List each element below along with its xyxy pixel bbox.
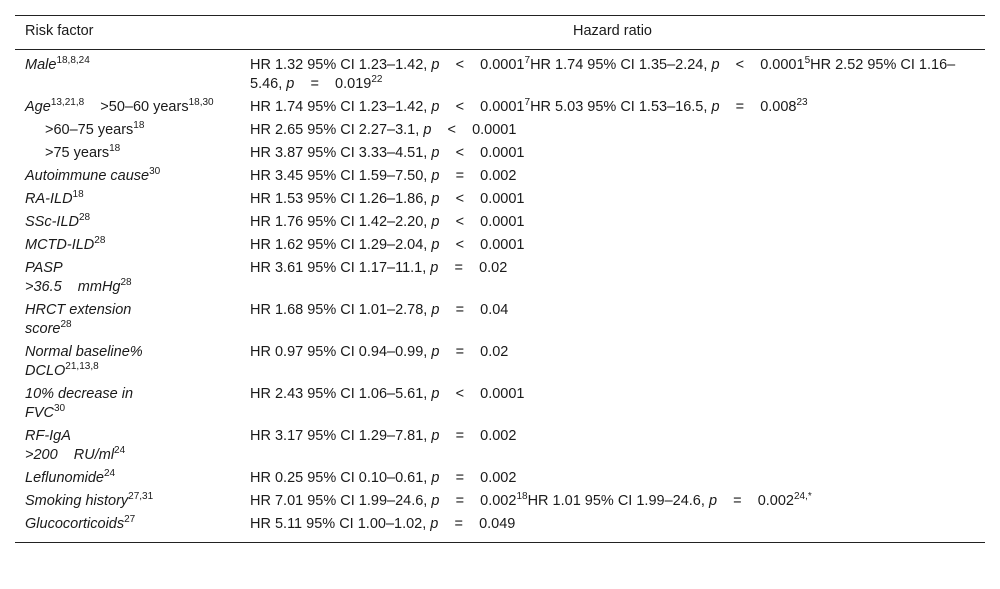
- reference-superscript: 22: [371, 74, 383, 86]
- text-run: < 0.0001: [431, 122, 517, 138]
- reference-superscript: 7: [524, 97, 531, 109]
- risk-factor-cell: [15, 97, 240, 120]
- text-run: = 0.04: [439, 302, 509, 318]
- text-run: >75 years: [45, 145, 110, 161]
- table-header: [15, 16, 985, 50]
- text-run: = 0.002: [439, 428, 517, 444]
- table-row: [15, 468, 985, 491]
- text-run: HR 3.61 95% CI 1.17–11.1,: [250, 260, 431, 276]
- risk-factor-cell: [15, 212, 240, 235]
- table-row: [15, 189, 985, 212]
- text-run: HR 5.03 95% CI 1.53–16.5,: [530, 99, 712, 115]
- text-run: < 0.0001: [439, 191, 525, 207]
- italic-text: DCLO: [25, 363, 66, 379]
- text-run: < 0.0001: [439, 237, 525, 253]
- italic-text: score: [25, 321, 61, 337]
- text-run: < 0.0001: [719, 57, 805, 73]
- text-run: HR 1.74 95% CI 1.35–2.24,: [530, 57, 712, 73]
- reference-superscript: 24: [114, 445, 126, 457]
- italic-text: SSc-ILD: [25, 214, 79, 230]
- table-row: [15, 166, 985, 189]
- text-run: = 0.019: [294, 76, 372, 92]
- header-hazard-ratio: Hazard ratio: [240, 16, 985, 50]
- risk-factor-cell: [15, 514, 240, 543]
- italic-text: p: [431, 428, 440, 444]
- reference-superscript: 27: [124, 514, 136, 526]
- italic-text: p: [431, 386, 440, 402]
- italic-text: p: [431, 237, 440, 253]
- hazard-ratio-cell: [240, 342, 985, 384]
- table-row: [15, 426, 985, 468]
- italic-text: p: [431, 99, 440, 115]
- hazard-ratio-cell: [240, 514, 985, 543]
- hazard-ratio-cell: [240, 189, 985, 212]
- table-row: [15, 120, 985, 143]
- table-row: [15, 235, 985, 258]
- reference-superscript: 13,21,8: [50, 97, 85, 109]
- text-run: = 0.002: [439, 168, 517, 184]
- text-run: HR 2.43 95% CI 1.06–5.61,: [250, 386, 432, 402]
- reference-superscript: 30: [54, 403, 66, 415]
- risk-factor-cell: [15, 189, 240, 212]
- italic-text: p: [431, 168, 440, 184]
- italic-text: FVC: [25, 405, 54, 421]
- reference-superscript: 18,8,24: [56, 55, 90, 67]
- reference-superscript: 23: [796, 97, 808, 109]
- text-run: HR 5.11 95% CI 1.00–1.02,: [250, 516, 431, 532]
- hazard-ratio-cell: [240, 468, 985, 491]
- reference-superscript: 21,13,8: [65, 361, 99, 373]
- italic-text: RA-ILD: [25, 191, 73, 207]
- table-row: [15, 384, 985, 426]
- table-row: [15, 514, 985, 543]
- reference-superscript: 27,31: [128, 491, 154, 503]
- italic-text: p: [431, 57, 440, 73]
- reference-superscript: 18: [516, 491, 528, 503]
- risk-factor-table-container: [15, 15, 985, 543]
- risk-factor-cell: [15, 50, 240, 98]
- risk-factor-cell: [15, 384, 240, 426]
- text-run: < 0.0001: [439, 145, 525, 161]
- text-run: HR 3.45 95% CI 1.59–7.50,: [250, 168, 432, 184]
- risk-factor-cell: [15, 342, 240, 384]
- risk-factor-cell: [15, 300, 240, 342]
- text-run: HR 1.01 95% CI 1.99–24.6,: [527, 493, 709, 509]
- text-run: HR 3.17 95% CI 1.29–7.81,: [250, 428, 432, 444]
- table-body: [15, 50, 985, 543]
- italic-text: p: [430, 260, 439, 276]
- risk-factor-cell: [15, 143, 240, 166]
- reference-superscript: 24: [104, 468, 116, 480]
- italic-text: MCTD-ILD: [25, 237, 95, 253]
- text-run: HR 1.74 95% CI 1.23–1.42,: [250, 99, 432, 115]
- italic-text: p: [431, 470, 440, 486]
- italic-text: >36.5 mmHg: [25, 279, 121, 295]
- italic-text: Leflunomide: [25, 470, 104, 486]
- table-row: [15, 342, 985, 384]
- text-run: = 0.02: [439, 344, 509, 360]
- italic-text: p: [431, 302, 440, 318]
- table-row: [15, 50, 985, 98]
- italic-text: 10% decrease in: [25, 386, 134, 402]
- table-row: [15, 212, 985, 235]
- italic-text: RF-IgA: [25, 428, 71, 444]
- text-run: HR 2.65 95% CI 2.27–3.1,: [250, 122, 424, 138]
- risk-factor-cell: [15, 258, 240, 300]
- hazard-ratio-cell: [240, 143, 985, 166]
- risk-factor-table: [15, 15, 985, 543]
- hazard-ratio-cell: [240, 300, 985, 342]
- table-row: [15, 258, 985, 300]
- table-row: [15, 491, 985, 514]
- reference-superscript: 5: [804, 55, 811, 67]
- text-run: HR 1.68 95% CI 1.01–2.78,: [250, 302, 432, 318]
- italic-text: PASP: [25, 260, 63, 276]
- italic-text: HRCT extension: [25, 302, 132, 318]
- text-run: HR 7.01 95% CI 1.99–24.6,: [250, 493, 432, 509]
- italic-text: p: [431, 145, 440, 161]
- italic-text: p: [423, 122, 432, 138]
- text-run: = 0.002: [439, 493, 517, 509]
- italic-text: Autoimmune cause: [25, 168, 150, 184]
- text-run: = 0.049: [438, 516, 516, 532]
- text-run: HR 1.76 95% CI 1.42–2.20,: [250, 214, 432, 230]
- italic-text: Age: [25, 99, 51, 115]
- reference-superscript: 7: [524, 55, 531, 67]
- text-run: < 0.0001: [439, 57, 525, 73]
- text-run: HR 0.97 95% CI 0.94–0.99,: [250, 344, 432, 360]
- italic-text: p: [430, 516, 439, 532]
- hazard-ratio-cell: [240, 166, 985, 189]
- text-run: >60–75 years: [45, 122, 134, 138]
- table-row: [15, 143, 985, 166]
- reference-superscript: 30: [149, 166, 161, 178]
- text-run: = 0.002: [717, 493, 794, 509]
- hazard-ratio-cell: [240, 50, 985, 98]
- text-run: < 0.0001: [439, 214, 525, 230]
- hazard-ratio-cell: [240, 120, 985, 143]
- reference-superscript: 28: [120, 277, 132, 289]
- hazard-ratio-cell: [240, 491, 985, 514]
- italic-text: Normal baseline%: [25, 344, 143, 360]
- risk-factor-cell: [15, 426, 240, 468]
- hazard-ratio-cell: [240, 97, 985, 120]
- italic-text: p: [286, 76, 295, 92]
- header-row: [15, 16, 985, 50]
- hazard-ratio-cell: [240, 235, 985, 258]
- text-run: < 0.0001: [439, 99, 525, 115]
- italic-text: Male: [25, 57, 57, 73]
- table-row: [15, 97, 985, 120]
- text-run: = 0.008: [719, 99, 797, 115]
- italic-text: Smoking history: [25, 493, 129, 509]
- text-run: = 0.002: [439, 470, 517, 486]
- reference-superscript: 28: [94, 235, 106, 247]
- text-run: < 0.0001: [439, 386, 525, 402]
- text-run: HR 1.32 95% CI 1.23–1.42,: [250, 57, 432, 73]
- text-run: >50–60 years: [84, 99, 189, 115]
- italic-text: p: [711, 99, 720, 115]
- hazard-ratio-cell: [240, 426, 985, 468]
- text-run: HR 3.87 95% CI 3.33–4.51,: [250, 145, 432, 161]
- italic-text: >200 RU/ml: [25, 447, 115, 463]
- hazard-ratio-cell: [240, 258, 985, 300]
- italic-text: p: [431, 214, 440, 230]
- reference-superscript: 18: [72, 189, 84, 201]
- risk-factor-cell: [15, 166, 240, 189]
- table-row: [15, 300, 985, 342]
- risk-factor-cell: [15, 468, 240, 491]
- italic-text: p: [431, 344, 440, 360]
- italic-text: p: [708, 493, 718, 509]
- italic-text: p: [431, 493, 440, 509]
- reference-superscript: 28: [79, 212, 91, 224]
- reference-superscript: 18: [133, 120, 145, 132]
- hazard-ratio-cell: [240, 384, 985, 426]
- text-run: = 0.02: [438, 260, 508, 276]
- reference-superscript: 28: [60, 319, 72, 331]
- text-run: HR 1.53 95% CI 1.26–1.86,: [250, 191, 432, 207]
- header-risk-factor: Risk factor: [15, 16, 240, 50]
- risk-factor-cell: [15, 491, 240, 514]
- risk-factor-cell: [15, 235, 240, 258]
- reference-superscript: 18,30: [188, 97, 214, 109]
- reference-superscript: 18: [109, 143, 121, 155]
- text-run: HR 0.25 95% CI 0.10–0.61,: [250, 470, 432, 486]
- reference-superscript: 24,*: [794, 491, 812, 503]
- italic-text: p: [431, 191, 440, 207]
- risk-factor-cell: [15, 120, 240, 143]
- italic-text: p: [711, 57, 720, 73]
- hazard-ratio-cell: [240, 212, 985, 235]
- italic-text: Glucocorticoids: [25, 516, 125, 532]
- text-run: HR 1.62 95% CI 1.29–2.04,: [250, 237, 432, 253]
- text-run: HR 2.52 95% CI 1.16–5.46,: [250, 57, 956, 92]
